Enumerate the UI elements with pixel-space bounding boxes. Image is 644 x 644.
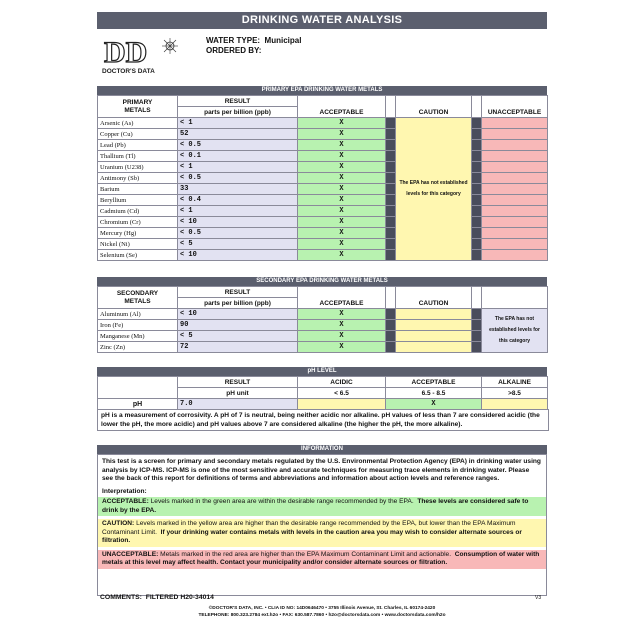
acceptable-explanation — [98, 497, 546, 516]
unacceptable-cell — [482, 195, 548, 206]
table-row — [98, 228, 548, 239]
result-value: < 10 — [178, 217, 298, 228]
table-row — [98, 320, 548, 331]
acceptable-mark: X — [298, 228, 386, 239]
caution-cell — [396, 320, 472, 331]
separator — [386, 118, 396, 129]
logo-caption: DOCTOR'S DATA — [102, 68, 155, 75]
metal-name: Manganese (Mn) — [98, 331, 178, 342]
unacceptable-cell — [482, 118, 548, 129]
table-row — [98, 309, 548, 320]
unacceptable-cell — [482, 184, 548, 195]
unacceptable-explanation — [98, 550, 546, 569]
separator — [386, 184, 396, 195]
report-title: DRINKING WATER ANALYSIS — [97, 12, 547, 29]
ph-result-header: RESULT — [178, 377, 298, 388]
table-row — [98, 206, 548, 217]
acceptable-bold: These levels are considered safe to drink by the EPA. — [102, 498, 529, 514]
unacceptable-cell — [482, 217, 548, 228]
ph-acidic-header: ACIDIC — [298, 377, 386, 388]
comments-value: FILTERED H20-34014 — [145, 594, 214, 601]
version-label: V3 — [535, 595, 542, 601]
result-value: < 1 — [178, 162, 298, 173]
ph-section-title: pH LEVEL — [97, 367, 547, 376]
ph-unit: pH unit — [178, 388, 298, 399]
acceptable-mark: X — [298, 195, 386, 206]
primary-result-unit: parts per billion (ppb) — [178, 107, 298, 118]
table-row — [98, 151, 548, 162]
unacceptable-bold: Consumption of water with metals at this level may affect health. Contact your municipality and/or consider alternate sources or filtration. — [102, 550, 540, 566]
comments — [100, 594, 214, 601]
caution-cell — [396, 342, 472, 353]
result-value: 72 — [178, 342, 298, 353]
caution-label: CAUTION: — [102, 520, 135, 527]
doctors-data-logo — [100, 32, 186, 76]
water-info — [206, 36, 301, 56]
unacceptable-cell — [482, 129, 548, 140]
acceptable-text: Levels marked in the green area are within the desirable range recommended by the EPA. — [150, 498, 414, 505]
separator — [386, 331, 396, 342]
acceptable-mark: X — [298, 250, 386, 261]
ph-acceptable-header: ACCEPTABLE — [386, 377, 482, 388]
unacceptable-cell — [482, 140, 548, 151]
ph-row-label: pH — [98, 399, 178, 410]
acceptable-mark: X — [298, 118, 386, 129]
metal-name: Beryllium — [98, 195, 178, 206]
primary-unacceptable-header: UNACCEPTABLE — [482, 96, 548, 118]
separator — [386, 320, 396, 331]
result-value: < 0.4 — [178, 195, 298, 206]
separator — [386, 162, 396, 173]
acceptable-mark: X — [298, 173, 386, 184]
result-value: < 1 — [178, 206, 298, 217]
acceptable-mark: X — [298, 342, 386, 353]
secondary-section-title: SECONDARY EPA DRINKING WATER METALS — [97, 277, 547, 286]
interpretation-label: Interpretation: — [102, 487, 147, 495]
acceptable-mark: X — [298, 140, 386, 151]
metal-name: Chromium (Cr) — [98, 217, 178, 228]
separator — [386, 250, 396, 261]
acceptable-mark: X — [298, 206, 386, 217]
unacceptable-cell — [482, 151, 548, 162]
result-value: < 0.1 — [178, 151, 298, 162]
metal-name: Iron (Fe) — [98, 320, 178, 331]
caution-explanation — [98, 519, 546, 547]
acceptable-mark: X — [298, 217, 386, 228]
acceptable-mark: X — [298, 331, 386, 342]
result-value: < 10 — [178, 309, 298, 320]
metal-name: Uranium (U238) — [98, 162, 178, 173]
table-row — [98, 129, 548, 140]
metal-name: Nickel (Ni) — [98, 239, 178, 250]
table-row — [98, 140, 548, 151]
metal-name: Zinc (Zn) — [98, 342, 178, 353]
result-value: < 5 — [178, 239, 298, 250]
logo-icon — [100, 32, 186, 76]
acceptable-mark: X — [298, 129, 386, 140]
table-row — [98, 162, 548, 173]
primary-metals-header: PRIMARY METALS — [98, 96, 178, 118]
caution-note: The EPA has not established levels for this category — [396, 118, 472, 261]
acceptable-label: ACCEPTABLE: — [102, 498, 149, 505]
primary-caution-header: CAUTION — [396, 96, 472, 118]
table-row — [98, 250, 548, 261]
comments-label: COMMENTS: — [100, 594, 142, 601]
acceptable-mark: X — [298, 320, 386, 331]
unacceptable-cell — [482, 162, 548, 173]
unacceptable-label: UNACCEPTABLE: — [102, 550, 159, 558]
secondary-metals-header: SECONDARY METALS — [98, 287, 178, 309]
metal-name: Barium — [98, 184, 178, 195]
water-type-label: WATER TYPE: — [206, 36, 261, 45]
footer-line-2: TELEPHONE: 800.323.2784 ext.h2o • FAX: 630.587.7860 • h2o@doctorsdata.com • www.doctorsdata.com/h2o — [198, 613, 446, 618]
acceptable-mark: X — [298, 239, 386, 250]
separator — [386, 309, 396, 320]
unacceptable-cell — [482, 250, 548, 261]
ph-acidic-cell — [298, 399, 386, 410]
result-value: < 5 — [178, 331, 298, 342]
ph-alkaline-range: >8.5 — [482, 388, 548, 399]
separator — [386, 239, 396, 250]
table-row — [98, 217, 548, 228]
primary-result-header: RESULT — [178, 96, 298, 107]
ph-alkaline-header: ALKALINE — [482, 377, 548, 388]
caution-cell — [396, 309, 472, 320]
table-row — [98, 331, 548, 342]
separator — [386, 217, 396, 228]
acceptable-mark: X — [298, 309, 386, 320]
separator — [386, 195, 396, 206]
ph-alkaline-cell — [482, 399, 548, 410]
unacceptable-cell — [482, 239, 548, 250]
result-value: 90 — [178, 320, 298, 331]
metal-name: Arsenic (As) — [98, 118, 178, 129]
ph-acceptable-range: 6.5 - 8.5 — [386, 388, 482, 399]
separator — [386, 129, 396, 140]
caution-text: Levels marked in the yellow area are higher than the desirable range recommended by the EPA, but lower than the EPA Maximum Contaminant Limit. — [102, 520, 516, 536]
result-value: < 0.5 — [178, 140, 298, 151]
secondary-result-header: RESULT — [178, 287, 298, 298]
ph-acceptable-mark: X — [386, 399, 482, 410]
ph-table — [97, 376, 548, 410]
secondary-metals-table — [97, 286, 548, 353]
result-value: 33 — [178, 184, 298, 195]
table-row — [98, 195, 548, 206]
primary-acceptable-header: ACCEPTABLE — [298, 96, 386, 118]
secondary-result-unit: parts per billion (ppb) — [178, 298, 298, 309]
metal-name: Antimony (Sb) — [98, 173, 178, 184]
separator — [386, 228, 396, 239]
table-row — [98, 118, 548, 129]
information-section-title: INFORMATION — [97, 445, 547, 454]
acceptable-mark: X — [298, 162, 386, 173]
metal-name: Aluminum (Al) — [98, 309, 178, 320]
metal-name: Selenium (Se) — [98, 250, 178, 261]
table-row — [98, 342, 548, 353]
unacceptable-text: Metals marked in the red area are higher than the EPA Maximum Contaminant Limit and actionable. — [160, 550, 452, 558]
result-value: < 0.5 — [178, 228, 298, 239]
metal-name: Cadmium (Cd) — [98, 206, 178, 217]
metal-name: Copper (Cu) — [98, 129, 178, 140]
unacceptable-cell — [482, 173, 548, 184]
primary-metals-table — [97, 95, 548, 261]
caution-bold: If your drinking water contains metals with levels in the caution area you may wish to consider alternate sources or filtration. — [102, 528, 522, 544]
acceptable-mark: X — [298, 151, 386, 162]
separator — [386, 206, 396, 217]
table-row — [98, 239, 548, 250]
unacceptable-cell — [482, 228, 548, 239]
result-value: 52 — [178, 129, 298, 140]
information-intro: This test is a screen for primary and secondary metals regulated by the U.S. Environmental Protection Agency (EPA) in drinking water using analysis by ICP-MS. ICP-MS is one of the most sensitive and accurate techniques for measuring trace elements in drinking water. Please see the back of this report for definitions of terms and abbreviations and information about action levels and reference ranges. — [102, 458, 541, 482]
caution-cell — [396, 331, 472, 342]
information-box — [97, 454, 547, 596]
metal-name: Thallium (Tl) — [98, 151, 178, 162]
ph-value: 7.0 — [178, 399, 298, 410]
result-value: < 1 — [178, 118, 298, 129]
metal-name: Lead (Pb) — [98, 140, 178, 151]
separator — [386, 151, 396, 162]
result-value: < 10 — [178, 250, 298, 261]
ordered-by-label: ORDERED BY: — [206, 46, 262, 55]
ph-description: pH is a measurement of corrosivity. A pH of 7 is neutral, being neither acidic nor alkaline. pH values of less than 7 are considered acidic (the lower the pH, the more acidic) and pH values above 7 are considered alkaline (the higher the pH, the more alkaline). — [97, 409, 549, 431]
acceptable-mark: X — [298, 184, 386, 195]
secondary-caution-header: CAUTION — [396, 287, 472, 309]
result-value: < 0.5 — [178, 173, 298, 184]
logo-letters: DD — [104, 36, 148, 69]
water-type-value: Municipal — [264, 36, 302, 45]
separator — [386, 140, 396, 151]
table-row — [98, 184, 548, 195]
metal-name: Mercury (Hg) — [98, 228, 178, 239]
separator — [386, 342, 396, 353]
table-row — [98, 173, 548, 184]
ph-acidic-range: < 6.5 — [298, 388, 386, 399]
footer-line-1: ©DOCTOR'S DATA, INC. • CLIA ID NO: 14D0646470 • 3755 Illinois Avenue, St. Charles, IL 60174-2420 — [208, 606, 436, 611]
unacceptable-note: The EPA has not established levels for this category — [482, 309, 548, 353]
separator — [386, 173, 396, 184]
unacceptable-cell — [482, 206, 548, 217]
secondary-acceptable-header: ACCEPTABLE — [298, 287, 386, 309]
primary-section-title: PRIMARY EPA DRINKING WATER METALS — [97, 86, 547, 95]
